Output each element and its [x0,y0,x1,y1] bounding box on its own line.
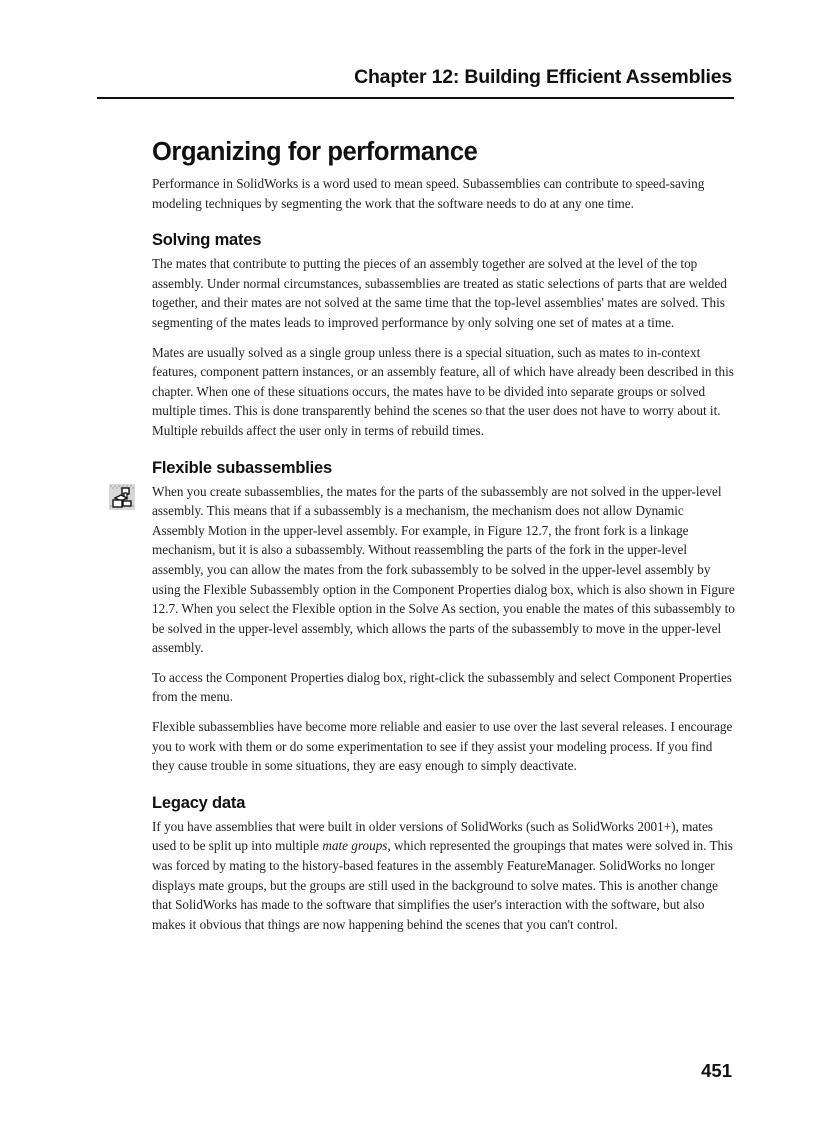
legacy-data-paragraph [152,817,736,935]
section-title: Organizing for performance [152,138,478,166]
solving-mates-heading: Solving mates [152,231,262,250]
solving-mates-paragraph-2: Mates are usually solved as a single group unless there is a special situation, such as mates to in-context features, component pattern instances, or an assembly feature, all of which have already been described in this chapter. When one of these situations occurs, the mates have to be divided into separate groups or solved multiple times. This is done transparently behind the scenes so that the user does not have to worry about it. Multiple rebuilds affect the user only in terms of rebuild times. [152,344,734,438]
flexible-subassembly-icon [109,484,135,510]
solving-mates-paragraph-1: The mates that contribute to putting the pieces of an assembly together are solved at the level of the top assembly. Under normal circumstances, subassemblies are treated as static selections of parts that are welded together, and their mates are not solved at the same time that the top-level assemblies' mates are solved. This segmenting of the mates leads to improved performance by only solving one set of mates at a time. [152,256,727,330]
flexible-subassemblies-paragraph-3: Flexible subassemblies have become more reliable and easier to use over the last several releases. I encourage you to work with them or do some experimentation to see if they assist your modeling process. If you find they cause trouble in some situations, they are easy enough to simply deactivate. [152,719,733,774]
legacy-data-text-before: If you have assemblies that were built in older versions of SolidWorks (such as SolidWorks 2001+), mates used to be split up into multiple [152,818,713,854]
page-content [152,136,736,934]
flexible-subassemblies-paragraph-2: To access the Component Properties dialog box, right-click the subassembly and select Component Properties from the menu. [152,669,732,705]
header-rule [97,97,734,99]
flexible-subassemblies-heading: Flexible subassemblies [152,458,332,477]
flexible-subassemblies-paragraph-1: When you create subassemblies, the mates for the parts of the subassembly are not solved in the upper-level assembly. This means that if a subassembly is a mechanism, the mechanism does not allow Dynamic Assembly Motion in the upper-level assembly. For example, in Figure 12.7, the front fork is a linkage mechanism, but it is also a subassembly. Without reassembling the parts of the fork in the upper-level assembly, you can allow the mates from the fork subassembly to be solved in the upper-level assembly by using the Flexible Subassembly option in the Component Properties dialog box, which is also shown in Figure 12.7. When you select the Flexible option in the Solve As section, you enable the mates of this subassembly to be solved in the upper-level assembly, which allows the parts of the subassembly to move in the upper-level assembly. [152,483,735,656]
chapter-header-title: Chapter 12: Building Efficient Assemblies [354,66,732,88]
section-intro-paragraph: Performance in SolidWorks is a word used to mean speed. Subassemblies can contribute to speed-saving modeling techniques by segmenting the work that the software needs to do at any one time. [152,176,705,211]
legacy-data-heading: Legacy data [152,793,246,812]
flexible-subassemblies-section [152,457,736,776]
page-number: 451 [701,1060,732,1081]
mate-groups-term: mate groups [322,838,388,854]
legacy-data-text-after: , which represented the groupings that mates were solved in. This was forced by mating to the history-based features in the assembly FeatureManager. SolidWorks no longer displays mate groups, but the groups are still used in the background to solve mates. This is another change that SolidWorks has made to the software that simplifies the user's interaction with the software, but also makes it obvious that things are now happening behind the scenes that you can't control. [152,838,733,932]
